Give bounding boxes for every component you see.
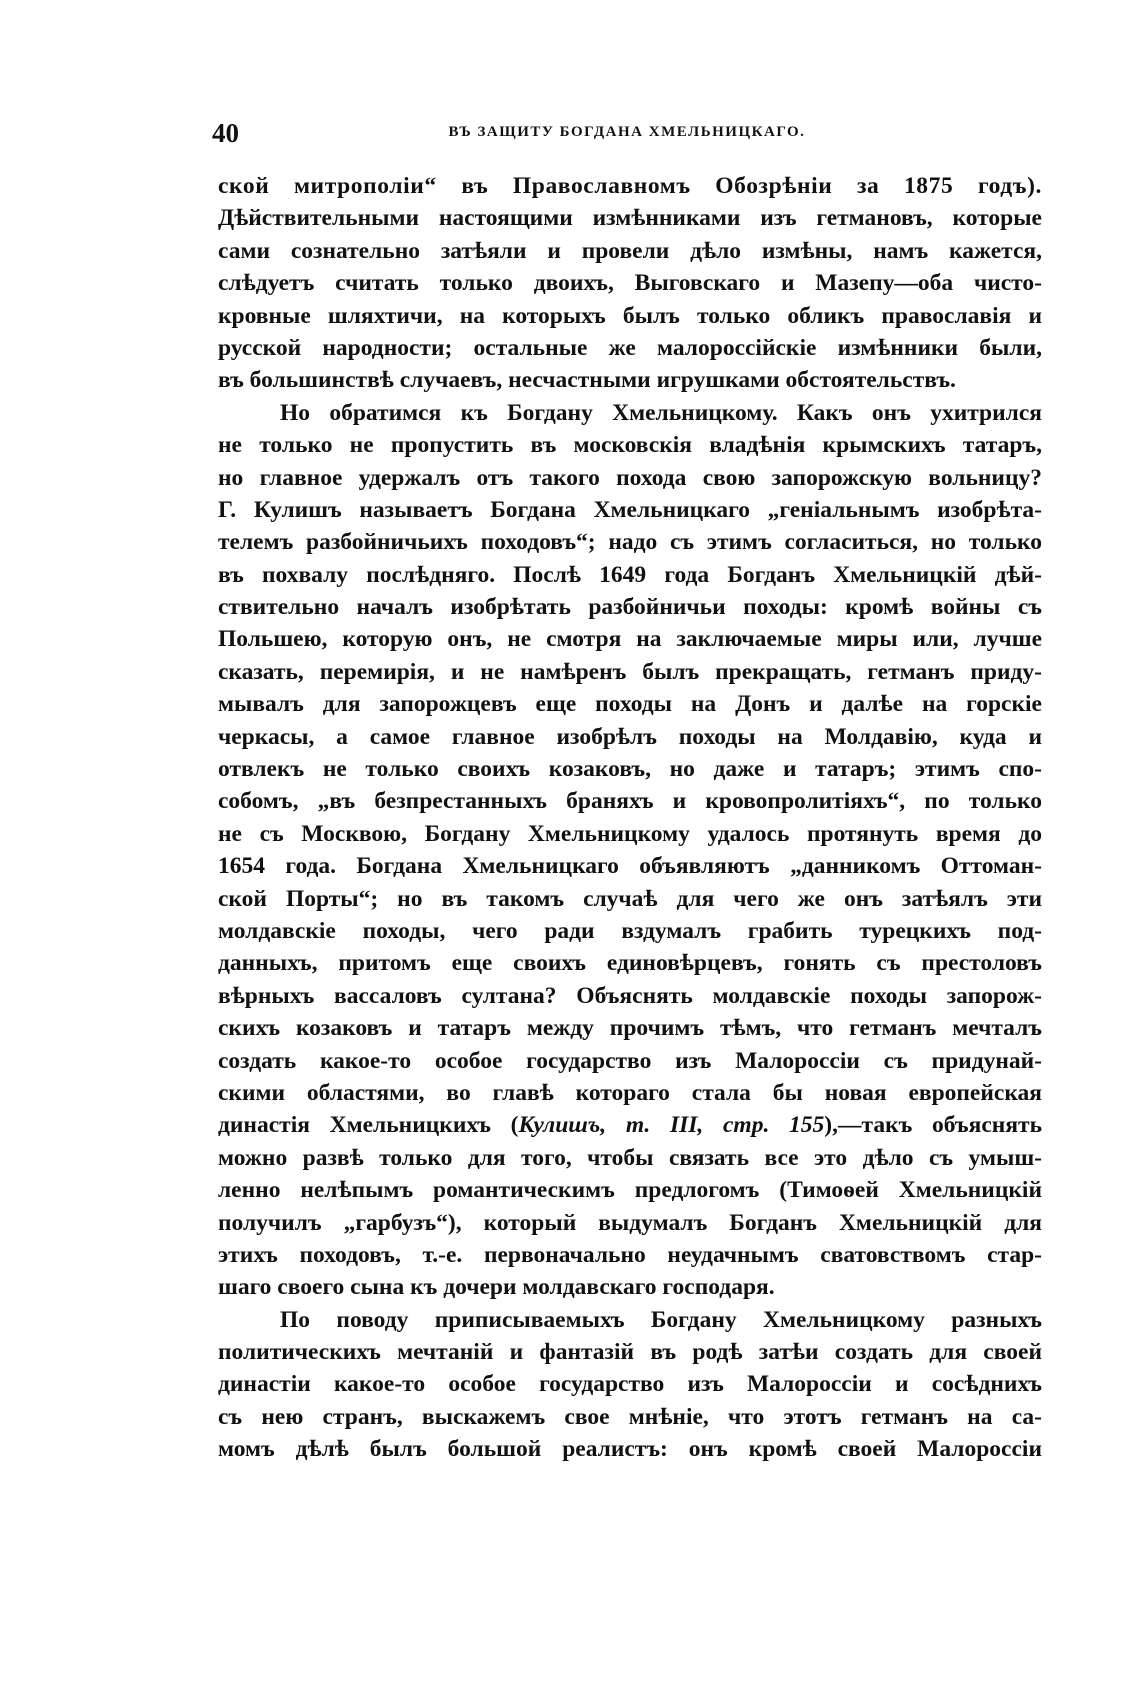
text-line: Дѣйствительными настоящими измѣнниками изъ гетмановъ, которые	[218, 205, 1042, 232]
text-line: мывалъ для запорожцевъ еще походы на Донъ и далѣе на горскіе	[218, 691, 1042, 718]
text-line: не только не пропустить въ московскія владѣнія крымскихъ татаръ,	[218, 432, 1042, 459]
running-head: ВЪ ЗАЩИТУ БОГДАНА ХМЕЛЬНИЦКАГО.	[448, 124, 806, 140]
text-line: скихъ козаковъ и татаръ между прочимъ тѣмъ, что гетманъ мечталъ	[218, 1015, 1042, 1042]
paragraph-start-line: По поводу приписываемыхъ Богдану Хмельницкому разныхъ	[280, 1306, 1042, 1333]
text-line: не съ Москвою, Богдану Хмельницкому удалось протянуть время до	[218, 820, 1042, 847]
text-line: можно развѣ только для того, чтобы связать все это дѣло съ умыш-	[218, 1144, 1042, 1171]
text-line: шаго своего сына къ дочери молдавскаго господаря.	[218, 1274, 775, 1301]
text-line: вѣрныхъ вассаловъ султана? Объяснять молдавскіе походы запорож-	[218, 982, 1042, 1009]
text-line: получилъ „гарбузъ“), который выдумалъ Богданъ Хмельницкій для	[218, 1209, 1042, 1236]
text-line: момъ дѣлѣ былъ большой реалистъ: онъ кромѣ своей Малороссіи	[218, 1436, 1042, 1463]
text-line: въ большинствѣ случаевъ, несчастными игрушками обстоятельствъ.	[218, 367, 956, 394]
text-line: 1654 года. Богдана Хмельницкаго объявляютъ „данникомъ Оттоман-	[218, 853, 1042, 880]
body-text	[218, 170, 1042, 1466]
citation-suffix: ),—такъ объяснять	[824, 1112, 1043, 1139]
text-line: скими областями, во главѣ котораго стала бы новая европейская	[218, 1079, 1042, 1106]
text-line: отвлекъ не только своихъ козаковъ, но даже и татаръ; этимъ спо-	[218, 756, 1042, 783]
text-line: ленно нелѣпымъ романтическимъ предлогомъ (Тимоѳей Хмельницкій	[218, 1177, 1042, 1204]
text-line: ствительно началъ изобрѣтать разбойничьи походы: кромѣ войны съ	[218, 594, 1042, 621]
text-line: Г. Кулишъ называетъ Богдана Хмельницкаго „геніальнымъ изобрѣта-	[218, 496, 1042, 523]
page-header	[212, 118, 1042, 158]
text-line: кровные шляхтичи, на которыхъ былъ только обликъ православія и	[218, 302, 1042, 329]
text-line: политическихъ мечтаній и фантазій въ родѣ затѣи создать для своей	[218, 1339, 1042, 1366]
citation-prefix: династія Хмельницкихъ (	[218, 1112, 519, 1139]
text-line: собомъ, „въ безпрестанныхъ браняхъ и кровопролитіяхъ“, по только	[218, 788, 1042, 815]
text-line: Польшею, которую онъ, не смотря на заключаемые миры или, лучше	[218, 626, 1042, 653]
citation-line	[218, 1109, 1042, 1141]
text-line: данныхъ, притомъ еще своихъ единовѣрцевъ, гонять съ престоловъ	[218, 950, 1042, 977]
text-line: молдавскіе походы, чего ради вздумалъ грабить турецкихъ под-	[218, 917, 1042, 944]
text-line: сказать, перемирія, и не намѣренъ былъ прекращать, гетманъ приду-	[218, 658, 1042, 685]
text-line: въ похвалу послѣдняго. Послѣ 1649 года Богданъ Хмельницкій дѣй-	[218, 561, 1042, 588]
text-line: создать какое-то особое государство изъ Малороссіи съ придунай-	[218, 1047, 1042, 1074]
text-line: черкасы, а самое главное изобрѣлъ походы на Молдавію, куда и	[218, 723, 1042, 750]
text-line: сами сознательно затѣяли и провели дѣло измѣны, намъ кажется,	[218, 237, 1042, 264]
citation-reference: Кулишъ, т. III, стр. 155	[518, 1112, 825, 1139]
text-line: русской народности; остальные же малороссійскіе измѣнники были,	[218, 334, 1042, 361]
text-line: династіи какое-то особое государство изъ Малороссіи и сосѣднихъ	[218, 1371, 1042, 1398]
text-line: ской Порты“; но въ такомъ случаѣ для чего же онъ затѣялъ эти	[218, 885, 1042, 912]
text-line: телемъ разбойничьихъ походовъ“; надо съ этимъ согласиться, но только	[218, 529, 1042, 556]
page-number: 40	[212, 118, 239, 148]
text-line: съ нею странъ, выскажемъ свое мнѣніе, что этотъ гетманъ на са-	[218, 1403, 1042, 1430]
text-line: ской митрополіи“ въ Православномъ Обозрѣніи за 1875 годъ).	[218, 173, 1042, 199]
text-line: этихъ походовъ, т.-е. первоначально неудачнымъ сватовствомъ стар-	[218, 1241, 1042, 1268]
paragraph-start-line: Но обратимся къ Богдану Хмельницкому. Какъ онъ ухитрился	[280, 399, 1042, 426]
text-line: слѣдуетъ считать только двоихъ, Выговскаго и Мазепу—оба чисто-	[218, 270, 1042, 297]
text-line: но главное удержалъ отъ такого похода свою запорожскую вольницу?	[218, 464, 1042, 491]
